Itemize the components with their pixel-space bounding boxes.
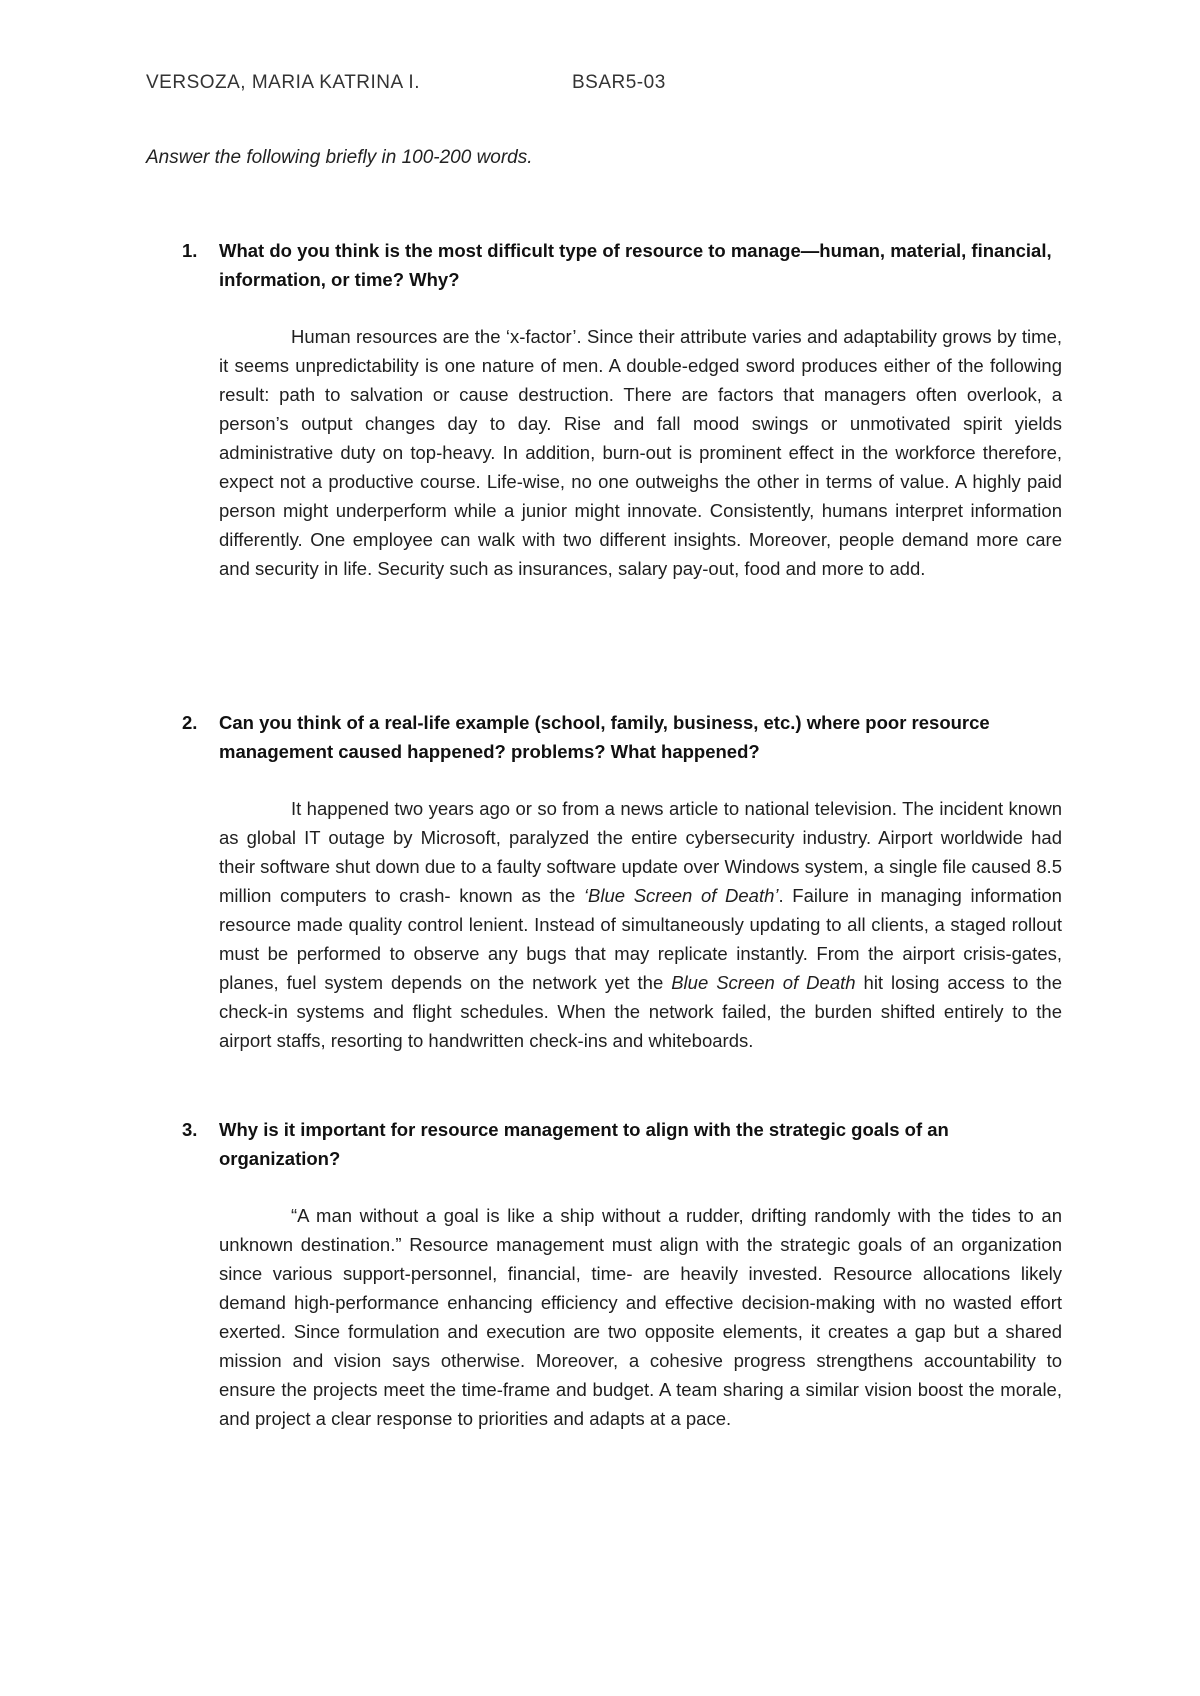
question-1 [182,236,1062,294]
answer-text: It happened two years ago or so from a news article to national television. The incident known as global IT outage by Microsoft, paralyzed the entire cybersecurity industry. Airport worldwide had their software shut down due to a faulty software update over Windows system, a single file caused 8.5 million computers to crash- known as the [219,798,1062,906]
question-2 [182,708,1062,766]
instruction-text: Answer the following briefly in 100-200 words. [146,147,533,168]
answer-emphasis: Blue Screen of Death [671,972,856,993]
question-number: 2. [182,712,198,733]
answer-text: . Failure in managing information resource made quality control lenient. Instead of simultaneously updating to all clients, a staged rollout must be performed to observe any bugs that may replicate instantly. From the airport crisis-gates, planes, fuel system depends on the network yet the [219,885,1062,993]
question-3 [182,1115,1062,1173]
answer-text: hit losing access to the check-in systems and flight schedules. When the network failed, the burden shifted entirely to the airport staffs, resorting to handwritten check-ins and whiteboards. [219,972,1062,1051]
question-number: 1. [182,240,198,261]
answer-2 [219,794,1062,1055]
question-number: 3. [182,1119,198,1140]
document-header [146,72,846,102]
student-section: BSAR5-03 [572,72,666,93]
answer-3: “A man without a goal is like a ship without a rudder, drifting randomly with the tides to an unknown destination.” Resource management must align with the strategic goals of an organization since various support-personnel, financial, time- are heavily invested. Resource allocations likely demand high-performance enhancing efficiency and effective decision-making with no wasted effort exerted. Since formulation and execution are two opposite elements, it creates a gap but a shared mission and vision says otherwise. Moreover, a cohesive progress strengthens accountability to ensure the projects meet the time-frame and budget. A team sharing a similar vision boost the morale, and project a clear response to priorities and adapts at a pace. [219,1205,1062,1429]
student-name: VERSOZA, MARIA KATRINA I. [146,72,420,93]
answer-1: Human resources are the ‘x-factor’. Since their attribute varies and adaptability grows by time, it seems unpredictability is one nature of men. A double-edged sword produces either of the following result: path to salvation or cause destruction. There are factors that managers often overlook, a person’s output changes day to day. Rise and fall mood swings or unmotivated spirit yields administrative duty on top-heavy. In addition, burn-out is prominent effect in the workforce therefore, expect not a productive course. Life-wise, no one outweighs the other in terms of value. A highly paid person might underperform while a junior might innovate. Consistently, humans interpret information differently. One employee can walk with two different insights. Moreover, people demand more care and security in life. Security such as insurances, salary pay-out, food and more to add. [219,326,1062,579]
question-text: Why is it important for resource management to align with the strategic goals of an organization? [219,1119,949,1169]
answer-emphasis: ‘Blue Screen of Death’ [583,885,779,906]
question-text: What do you think is the most difficult type of resource to manage—human, material, financial, information, or time? Why? [219,240,1052,290]
question-text: Can you think of a real-life example (school, family, business, etc.) where poor resource management caused happened? problems? What happened? [219,712,990,762]
